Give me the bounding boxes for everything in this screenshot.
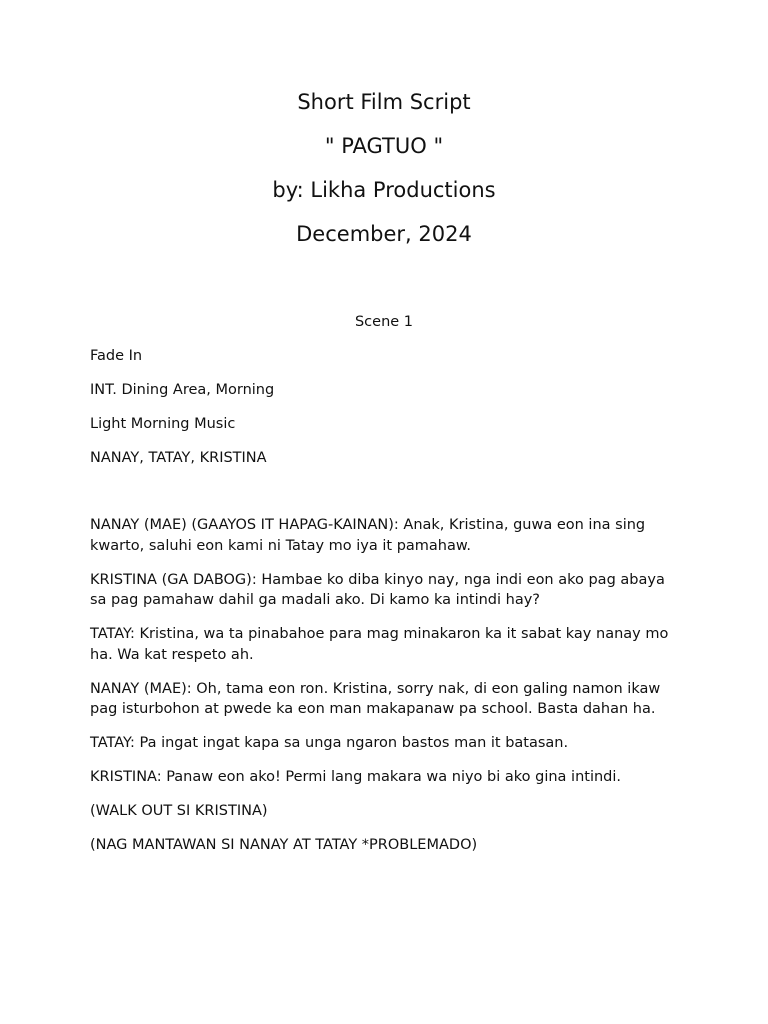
stage-direction: (WALK OUT SI KRISTINA): [90, 803, 268, 819]
spacer: [90, 482, 680, 515]
dialogue-line: KRISTINA: Panaw eon ako! Permi lang makara wa niyo bi ako gina intindi.: [90, 769, 622, 785]
dialogue-line: KRISTINA (GA DABOG): Hambae ko diba kinyo nay, nga indi eon ako pag abaya sa pag pamahaw dahil ga madali ako. Di kamo ka intindi hay?: [90, 571, 665, 608]
scene-location: INT. Dining Area, Morning: [90, 382, 275, 398]
dialogue-line: TATAY: Pa ingat ingat kapa sa unga ngaron bastos man it batasan.: [90, 735, 569, 751]
film-name: " PAGTUO ": [324, 134, 444, 158]
title-block: [0, 90, 768, 266]
stage-direction: (NAG MANTAWAN SI NANAY AT TATAY *PROBLEMADO): [90, 837, 478, 853]
scene-music: Light Morning Music: [90, 416, 236, 432]
byline: by: Likha Productions: [272, 178, 496, 202]
dialogue-line: NANAY (MAE): Oh, tama eon ron. Kristina, sorry nak, di eon galing namon ikaw pag isturbohon at pwede ka eon man makapanaw pa school. Basta dahan ha.: [90, 680, 661, 717]
scene-transition: Fade In: [90, 348, 143, 364]
document-title: Short Film Script: [297, 90, 471, 114]
dialogue-line: NANAY (MAE) (GAAYOS IT HAPAG-KAINAN): Anak, Kristina, guwa eon ina sing kwarto, saluhi eon kami ni Tatay mo iya it pamahaw.: [90, 517, 646, 554]
dialogue-line: TATAY: Kristina, wa ta pinabahoe para mag minakaron ka it sabat kay nanay mo ha. Wa kat respeto ah.: [90, 626, 669, 663]
scene-characters: NANAY, TATAY, KRISTINA: [90, 450, 267, 466]
script-body: [90, 346, 680, 869]
script-date: December, 2024: [296, 222, 472, 246]
scene-heading: Scene 1: [354, 314, 414, 330]
